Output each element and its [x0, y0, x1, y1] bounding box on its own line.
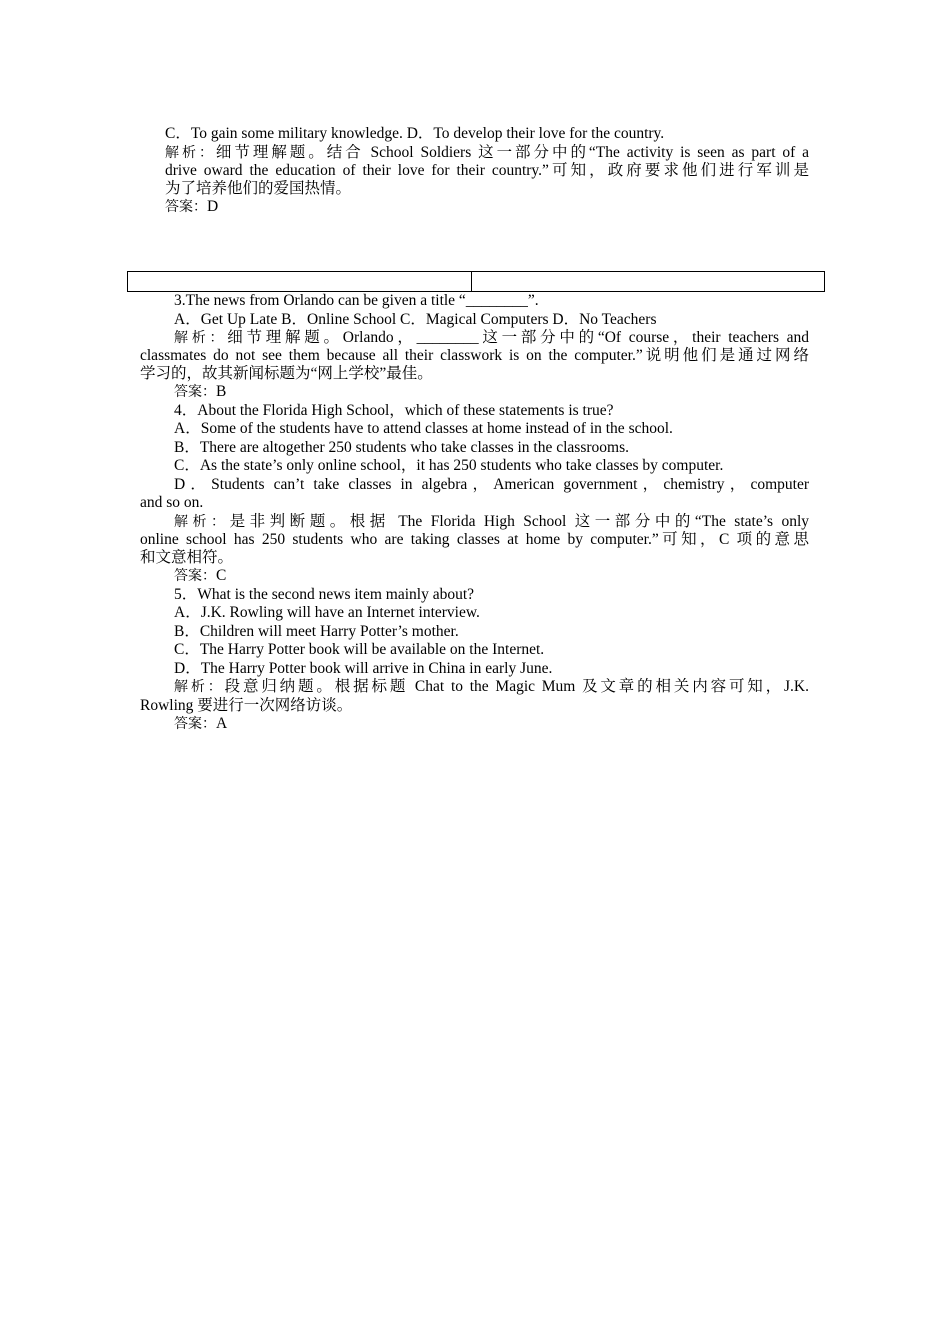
analysis-label: 解析： — [174, 330, 228, 346]
option-d: D．Students can’t take classes in algebra，American government，chemistry，computer — [174, 476, 809, 493]
option-c: C．The Harry Potter book will be available on the Internet. — [174, 641, 545, 658]
question-3: 3.The news from Orlando can be given a title “________”. — [174, 292, 539, 309]
analysis-line — [174, 329, 809, 347]
option-c: C．As the state’s only online school，it has 250 students who take classes by computer. — [174, 457, 724, 474]
analysis-label: 解析： — [174, 679, 225, 695]
answer-line — [174, 383, 226, 401]
analysis-line: 和文意相符。 — [140, 549, 234, 566]
empty-table — [127, 271, 825, 292]
analysis-label: 解析： — [165, 145, 216, 161]
answer-label: 答案： — [174, 716, 216, 732]
analysis-line: 为了培养他们的爱国热情。 — [165, 180, 352, 197]
answer-value: C — [216, 567, 227, 584]
analysis-line — [174, 678, 809, 696]
answer-value: A — [216, 715, 228, 732]
answer-value: D — [207, 198, 219, 215]
table-cell — [128, 272, 471, 291]
options-c-d: C．To gain some military knowledge. D．To develop their love for the country. — [165, 125, 665, 142]
question-4: 4．About the Florida High School，which of these statements is true? — [174, 402, 614, 419]
answer-label: 答案： — [165, 199, 207, 215]
answer-line — [174, 567, 226, 585]
analysis-line — [165, 144, 809, 162]
question-5: 5．What is the second news item mainly about? — [174, 586, 475, 603]
option-d: D．The Harry Potter book will arrive in China in early June. — [174, 660, 553, 677]
answer-line — [165, 198, 218, 216]
analysis-label: 解析： — [174, 514, 230, 530]
answer-label: 答案： — [174, 384, 216, 400]
analysis-line: 学习的，故其新闻标题为“网上学校”最佳。 — [140, 365, 433, 382]
option-a: A．Some of the students have to attend classes at home instead of in the school. — [174, 420, 673, 437]
analysis-text: 段意归纳题。根据标题 Chat to the Magic Mum 及文章的相关内容可知，J.K. — [224, 678, 810, 695]
analysis-text: 细节理解题。结合 School Soldiers 这一部分中的“The activity is seen as part of a — [215, 144, 809, 161]
option-b: B．There are altogether 250 students who take classes in the classrooms. — [174, 439, 629, 456]
analysis-line: drive oward the education of their love for their country.”可知，政府要求他们进行军训是 — [165, 162, 809, 179]
analysis-line: online school has 250 students who are taking classes at home by computer.”可知，C 项的意思 — [140, 531, 809, 548]
table-cell — [471, 272, 824, 291]
option-b: B．Children will meet Harry Potter’s mother. — [174, 623, 459, 640]
analysis-line: classmates do not see them because all their classwork is on the computer.”说明他们是通过网络 — [140, 347, 809, 364]
option-d-continued: and so on. — [140, 494, 204, 511]
answer-line — [174, 715, 227, 733]
question-3-options: A．Get Up Late B．Online School C．Magical Computers D．No Teachers — [174, 311, 657, 328]
answer-label: 答案： — [174, 568, 216, 584]
analysis-text: 是非判断题。根据 The Florida High School 这一部分中的“The state’s only — [229, 513, 809, 530]
analysis-text: 细节理解题。Orlando，________这一部分中的“Of course，their teachers and — [227, 329, 809, 346]
answer-value: B — [216, 383, 227, 400]
option-a: A．J.K. Rowling will have an Internet interview. — [174, 604, 480, 621]
analysis-line — [174, 513, 809, 531]
analysis-line: Rowling 要进行一次网络访谈。 — [140, 697, 353, 714]
